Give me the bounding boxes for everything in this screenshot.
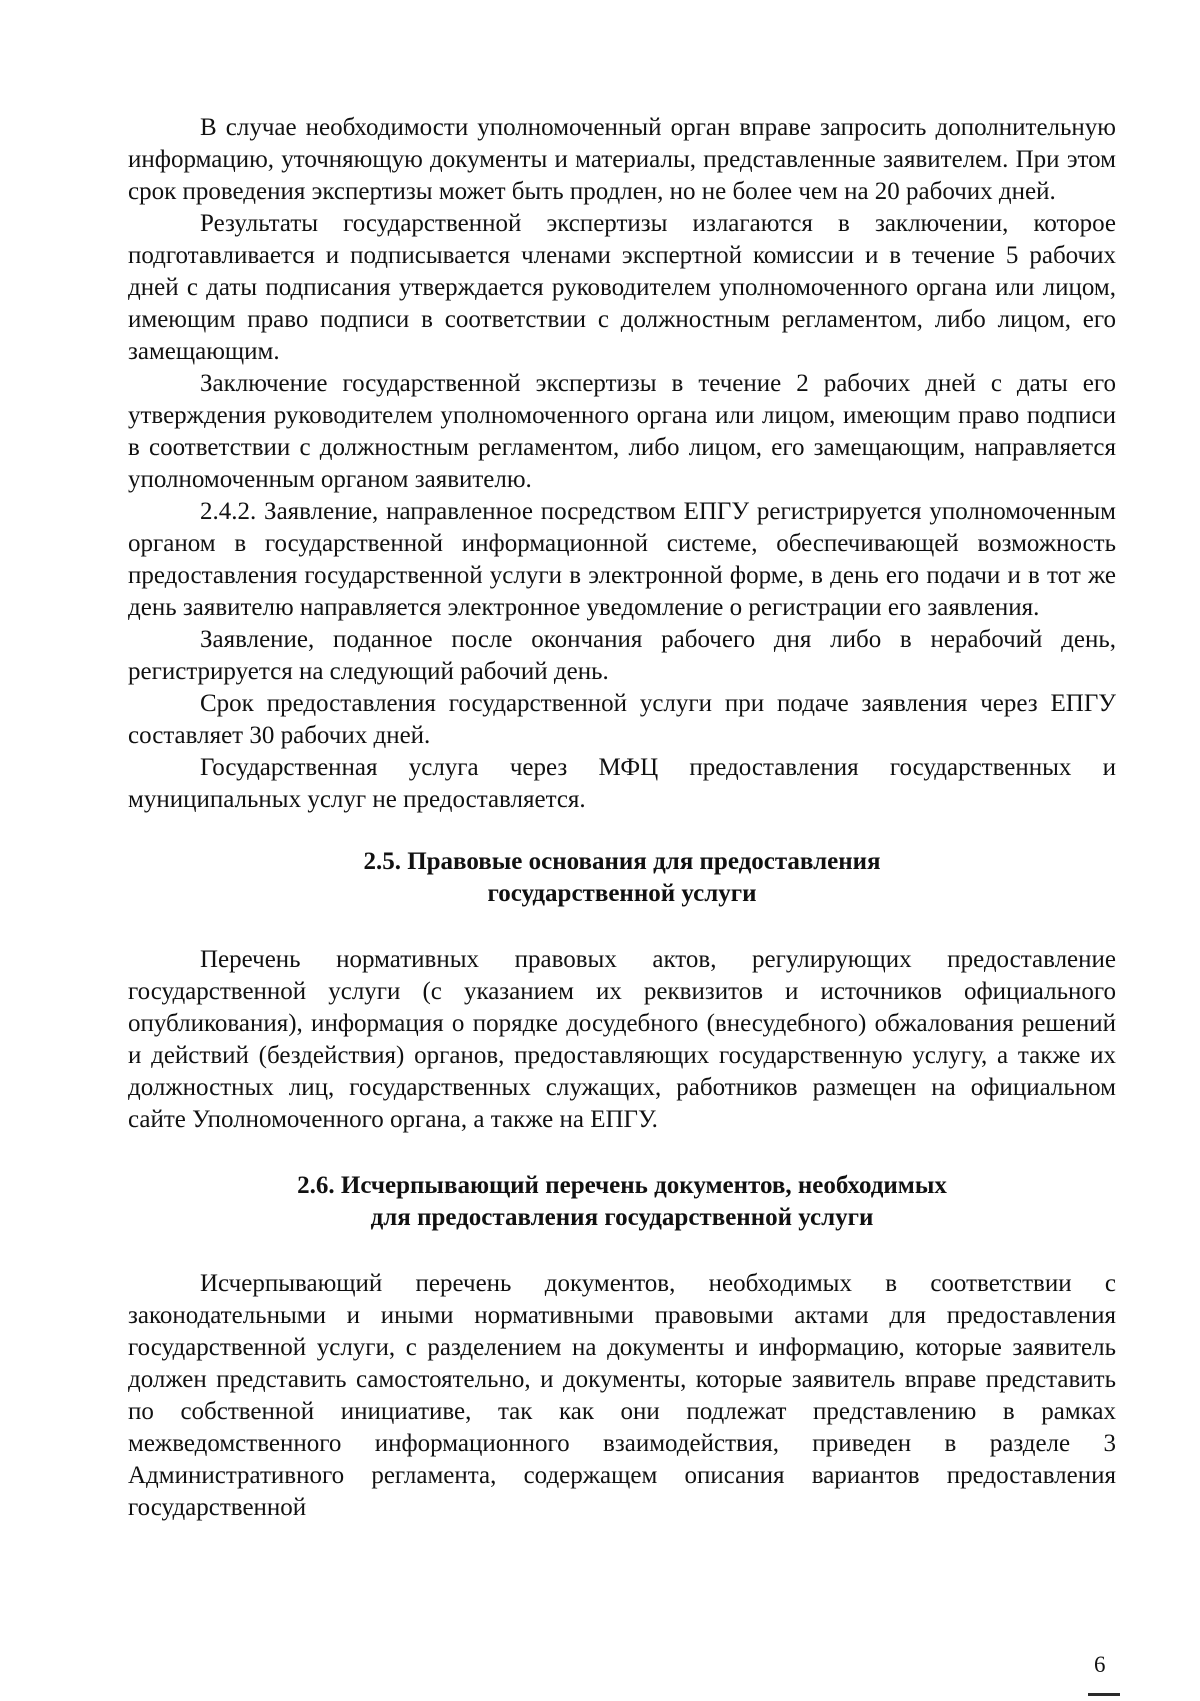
section-2-5-heading-line-1: 2.5. Правовые основания для предоставления bbox=[363, 848, 881, 875]
section-2-5-heading-line-2: государственной услуги bbox=[487, 880, 757, 907]
section-2-5-paragraph: Перечень нормативных правовых актов, регулирующих предоставление государственной услуги (с указанием их реквизитов и источников официального опубликования), информация о порядке досудебного (внесудебного) обжалования решений и действий (бездействия) органов, предоставляющих государственную услугу, а также их должностных лиц, государственных служащих, работников размещен на официальном сайте Уполномоченного органа, а также на ЕПГУ. bbox=[128, 946, 1116, 1133]
paragraph-expertise-request: В случае необходимости уполномоченный орган вправе запросить дополнительную информацию, уточняющую документы и материалы, представленные заявителем. При этом срок проведения экспертизы может быть продлен, но не более чем на 20 рабочих дней. bbox=[128, 114, 1116, 205]
paragraph-after-hours-registration: Заявление, поданное после окончания рабочего дня либо в нерабочий день, регистрируется на следующий рабочий день. bbox=[128, 626, 1116, 685]
section-2-6-heading-line-2: для предоставления государственной услуги bbox=[370, 1204, 874, 1231]
document-body bbox=[128, 112, 1116, 1524]
section-2-5-heading bbox=[128, 846, 1116, 910]
section-2-6-paragraph: Исчерпывающий перечень документов, необходимых в соответствии с законодательными и иными нормативными правовыми актами для предоставления государственной услуги, с разделением на документы и информацию, которые заявитель должен представить самостоятельно, и документы, которые заявитель вправе представить по собственной инициативе, так как они подлежат представлению в рамках межведомственного информационного взаимодействия, приведен в разделе 3 Административного регламента, содержащем описания вариантов предоставления государственной bbox=[128, 1270, 1116, 1521]
page-number: 6 bbox=[1094, 1652, 1106, 1677]
section-2-6-heading bbox=[128, 1170, 1116, 1234]
page-bottom-rule bbox=[1088, 1693, 1120, 1696]
paragraph-expertise-results: Результаты государственной экспертизы излагаются в заключении, которое подготавливается и подписывается членами экспертной комиссии и в течение 5 рабочих дней с даты подписания утверждается руководителем уполномоченного органа или лицом, имеющим право подписи в соответствии с должностным регламентом, либо лицом, его замещающим. bbox=[128, 210, 1116, 365]
paragraph-expertise-conclusion: Заключение государственной экспертизы в течение 2 рабочих дней с даты его утверждения руководителем уполномоченного органа или лицом, имеющим право подписи в соответствии с должностным регламентом, либо лицом, его замещающим, направляется уполномоченным органом заявителю. bbox=[128, 370, 1116, 493]
paragraph-mfc-not-provided: Государственная услуга через МФЦ предоставления государственных и муниципальных услуг не предоставляется. bbox=[128, 754, 1116, 813]
paragraph-2-4-2-registration: 2.4.2. Заявление, направленное посредством ЕПГУ регистрируется уполномоченным органом в государственной информационной системе, обеспечивающей возможность предоставления государственной услуги в электронной форме, в день его подачи и в тот же день заявителю направляется электронное уведомление о регистрации его заявления. bbox=[128, 498, 1116, 621]
paragraph-service-term: Срок предоставления государственной услуги при подаче заявления через ЕПГУ составляет 30 рабочих дней. bbox=[128, 690, 1116, 749]
section-2-6-heading-line-1: 2.6. Исчерпывающий перечень документов, необходимых bbox=[297, 1172, 947, 1199]
